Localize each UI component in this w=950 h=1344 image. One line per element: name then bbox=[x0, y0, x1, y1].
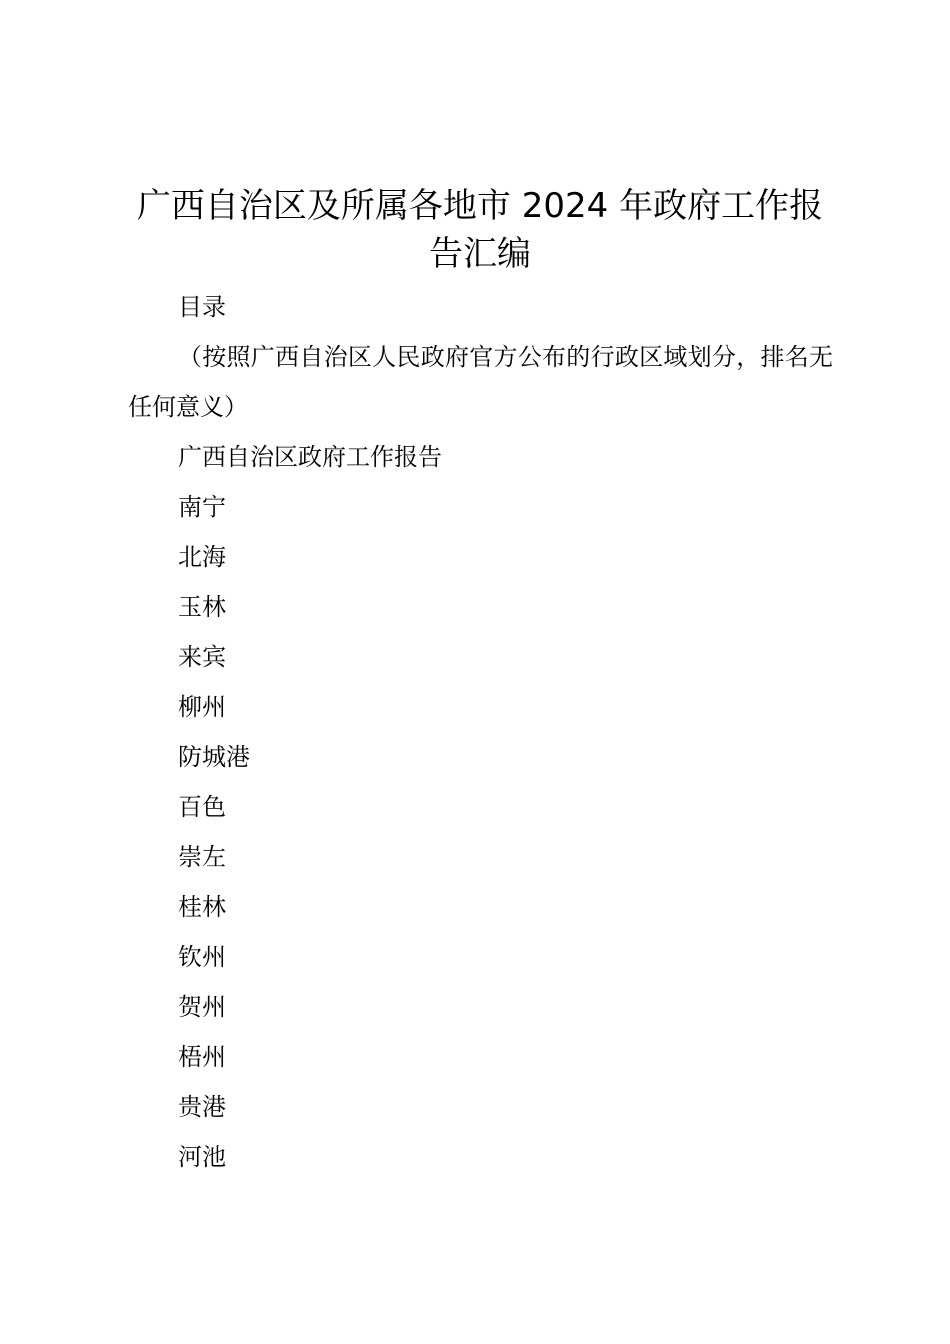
toc-list bbox=[128, 432, 833, 1182]
document-body bbox=[128, 282, 833, 1182]
toc-entry: 百色 bbox=[178, 793, 226, 821]
toc-entry: 玉林 bbox=[178, 593, 226, 621]
toc-entry: 广西自治区政府工作报告 bbox=[178, 443, 442, 471]
toc-note: （按照广西自治区人民政府官方公布的行政区域划分，排名无任何意义） bbox=[128, 343, 833, 421]
toc-entry: 南宁 bbox=[178, 493, 226, 521]
toc-entry: 崇左 bbox=[178, 843, 226, 871]
toc-entry: 贵港 bbox=[178, 1093, 226, 1121]
toc-entry: 来宾 bbox=[178, 643, 226, 671]
toc-entry: 河池 bbox=[178, 1143, 226, 1171]
document-title: 广西自治区及所属各地市 2024 年政府工作报告汇编 bbox=[136, 186, 824, 274]
toc-entry: 贺州 bbox=[178, 993, 226, 1021]
toc-heading: 目录 bbox=[178, 293, 226, 321]
toc-entry: 梧州 bbox=[178, 1043, 226, 1071]
toc-entry: 防城港 bbox=[178, 743, 250, 771]
toc-entry: 钦州 bbox=[178, 943, 226, 971]
toc-entry: 北海 bbox=[178, 543, 226, 571]
toc-entry: 桂林 bbox=[178, 893, 226, 921]
toc-entry: 柳州 bbox=[178, 693, 226, 721]
